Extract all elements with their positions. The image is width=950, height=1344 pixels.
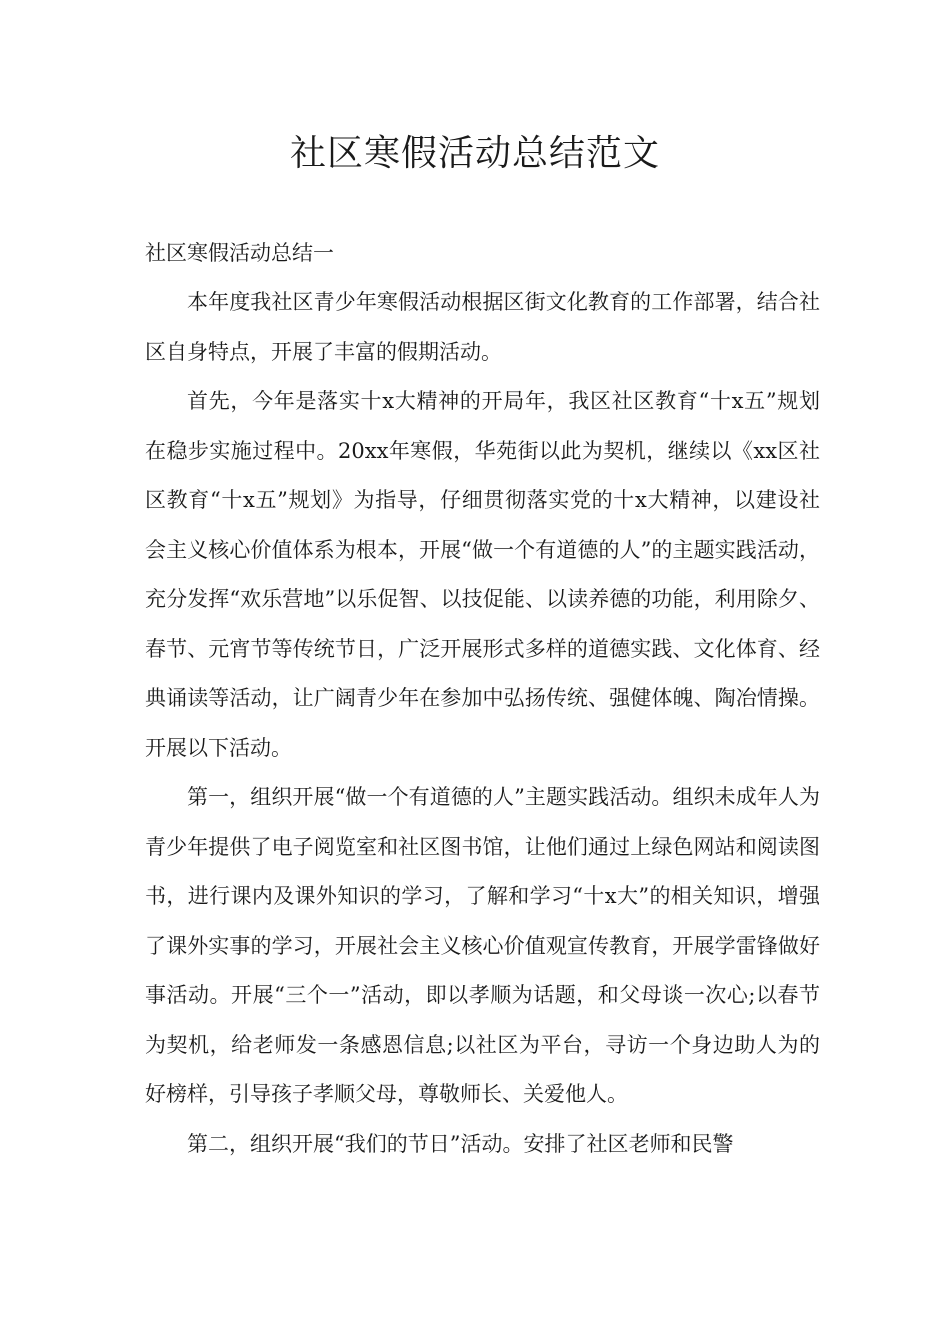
paragraph-first: 首先，今年是落实十x大精神的开局年，我区社区教育“十x五”规划在稳步实施过程中。20xx年寒假，华苑街以此为契机，继续以《xx区社区教育“十x五”规划》为指导，仔细贯彻落实党的十x大精神，以建设社会主义核心价值体系为根本，开展“做一个有道德的人”的主题实践活动，充分发挥“欢乐营地”以乐促智、以技促能、以读养德的功能，利用除夕、春节、元宵节等传统节日，广泛开展形式多样的道德实践、文化体育、经典诵读等活动，让广阔青少年在参加中弘扬传统、强健体魄、陶冶情操。开展以下活动。 bbox=[145, 389, 820, 760]
document-title: 社区寒假活动总结范文 bbox=[289, 133, 660, 174]
paragraph-activity-two: 第二，组织开展“我们的节日”活动。安排了社区老师和民警 bbox=[187, 1131, 734, 1156]
section-heading: 社区寒假活动总结一 bbox=[145, 241, 334, 265]
paragraph-activity-one: 第一，组织开展“做一个有道德的人”主题实践活动。组织未成年人为青少年提供了电子阅览室和社区图书馆，让他们通过上绿色网站和阅读图书，进行课内及课外知识的学习，了解和学习“十x大”的相关知识，增强了课外实事的学习，开展社会主义核心价值观宣传教育，开展学雷锋做好事活动。开展“三个一”活动，即以孝顺为话题，和父母谈一次心;以春节为契机，给老师发一条感恩信息;以社区为平台，寻访一个身边助人为的好榜样，引导孩子孝顺父母，尊敬师长、关爱他人。 bbox=[145, 785, 820, 1106]
document-body bbox=[145, 228, 820, 1169]
paragraph-intro: 本年度我社区青少年寒假活动根据区街文化教育的工作部署，结合社区自身特点，开展了丰富的假期活动。 bbox=[145, 290, 820, 364]
